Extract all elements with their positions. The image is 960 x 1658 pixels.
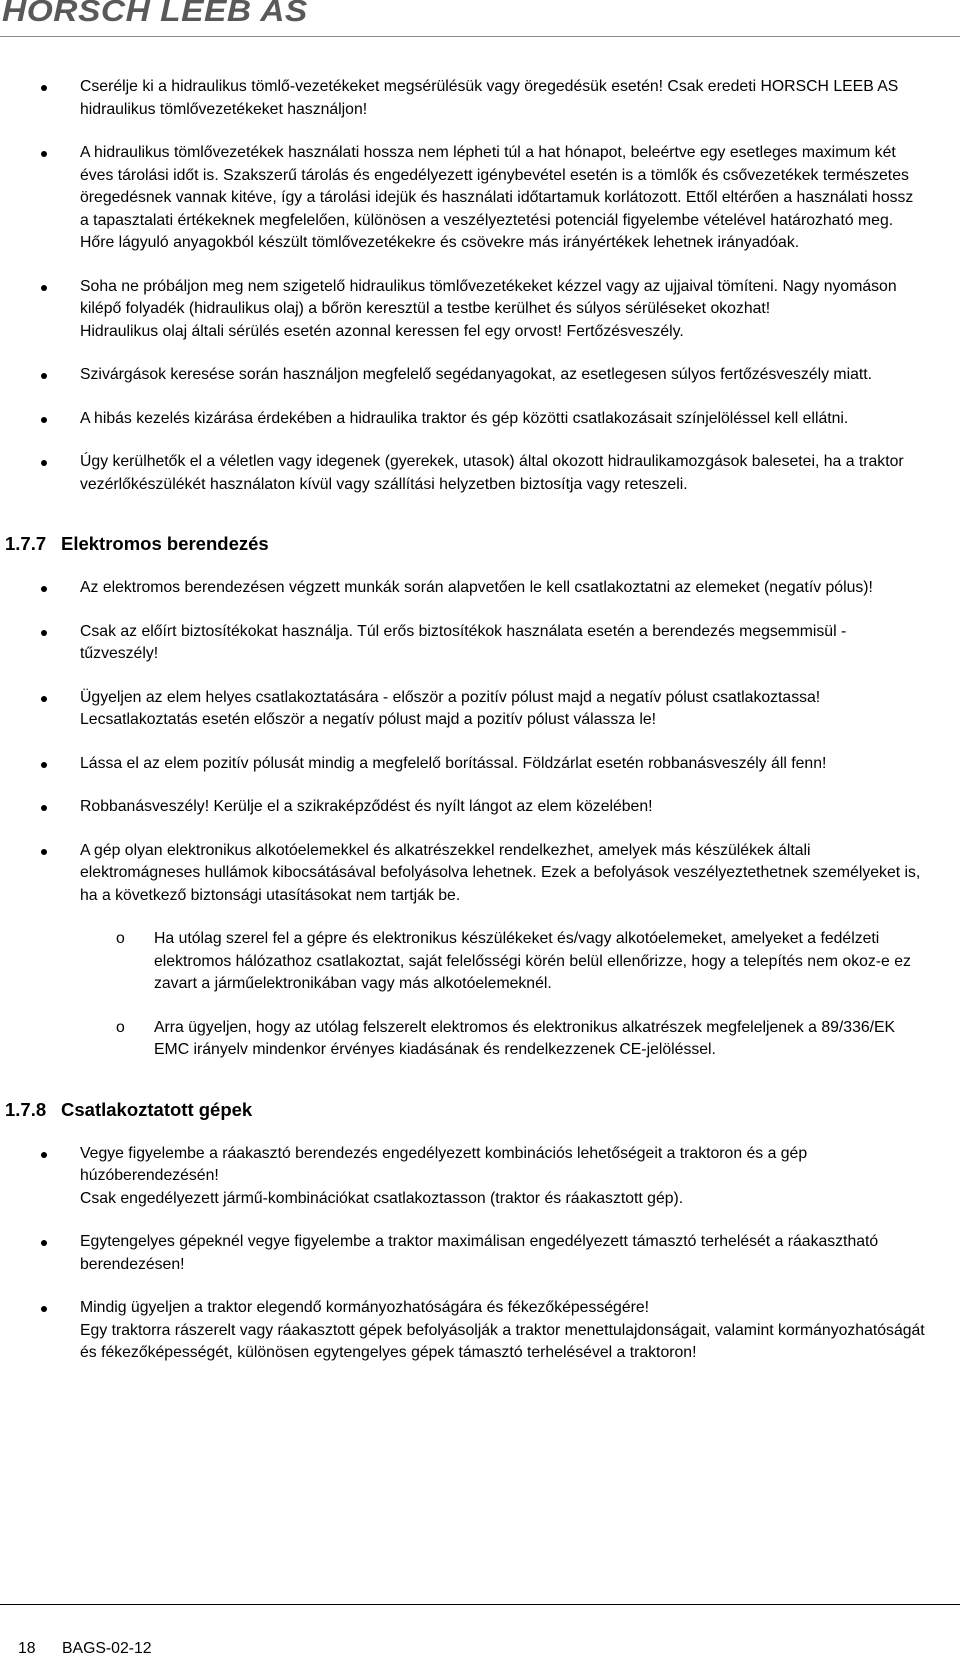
paragraph: Hidraulikus olaj általi sérülés esetén azonnal keressen fel egy orvost! Fertőzésveszély. [80, 322, 684, 340]
list-item [0, 687, 960, 732]
list-item [0, 1143, 960, 1211]
list-item [0, 276, 960, 344]
list-item [0, 451, 960, 496]
horsch-leeb-logo: HORSCH LEEB AS [2, 0, 308, 28]
paragraph: Robbanásveszély! Kerülje el a szikraképződést és nyílt lángot az elem közelében! [80, 798, 653, 815]
list-item [0, 1231, 960, 1276]
footer-text [18, 1640, 152, 1658]
section-number: 1.7.8 [5, 1098, 47, 1120]
list-item [0, 621, 960, 666]
paragraph: Úgy kerülhetők el a véletlen vagy idegenek (gyerekek, utasok) által okozott hidraulikamozgások balesetei, ha a traktor vezérlőkészülékét használaton kívül vagy szállítási helyzetben biztosítja vagy reteszeli. [80, 453, 904, 493]
paragraph: Csak az előírt biztosítékokat használja. Túl erős biztosítékok használata esetén a berendezés megsemmisül - tűzveszély! [80, 622, 847, 662]
paragraph: Egy traktorra rászerelt vagy ráakasztott gépek befolyásolják a traktor menettulajdonságait, valamint kormányozhatóságát és fékezőképességét, különösen egytengelyes gépek támasztó terhelésével a traktoron! [80, 1321, 925, 1361]
bullet-icon [41, 849, 47, 855]
list-item [0, 76, 960, 121]
sub-list [80, 928, 926, 1062]
paragraph: Egytengelyes gépeknél vegye figyelembe a traktor maximálisan engedélyezett támasztó terhelését a ráakasztható berendezésen! [80, 1233, 879, 1273]
circle-bullet-icon: o [116, 930, 125, 947]
paragraph: A gép olyan elektronikus alkotóelemekkel és alkatrészekkel rendelkezhet, amelyek más készülékek általi elektromágneses hullámok kibocsátásával befolyásolva lehetnek. Ezek a befolyások veszélyeztethetnek személyeket is, ha a következő biztonsági utasításokat nem tartják be. [80, 841, 921, 904]
bullet-icon [41, 85, 47, 91]
bullet-icon [41, 762, 47, 768]
list-item [0, 364, 960, 387]
bullet-list [0, 577, 960, 1062]
section-heading [0, 1098, 960, 1122]
list-item [0, 408, 960, 431]
bullet-icon [41, 805, 47, 811]
section-title: Csatlakoztatott gépek [61, 1098, 253, 1120]
paragraph: Cserélje ki a hidraulikus tömlő-vezetékeket megsérülésük vagy öregedésük esetén! Csak eredeti HORSCH LEEB AS hidraulikus tömlővezetékeket használjon! [80, 78, 899, 118]
bullet-list [0, 1143, 960, 1365]
section-title: Elektromos berendezés [61, 533, 269, 554]
paragraph: Soha ne próbáljon meg nem szigetelő hidraulikus tömlővezetékeket kézzel vagy az ujjaival tömíteni. Nagy nyomáson kilépő folyadék (hidraulikus olaj) a bőrön keresztül a testbe kerülhet és súlyos sérüléseket okozhat! [80, 277, 897, 317]
page-number: 18 [18, 1640, 36, 1657]
bullet-icon [41, 1152, 47, 1158]
bullet-icon [41, 285, 47, 291]
document-code: BAGS-02-12 [62, 1640, 152, 1657]
paragraph: Vegye figyelembe a ráakasztó berendezés engedélyezett kombinációs lehetőségeit a traktoron és a gép húzóberendezésén! [80, 1144, 808, 1184]
bullet-icon [41, 1240, 47, 1246]
paragraph: Szivárgások keresése során használjon megfelelő segédanyagokat, az esetlegesen súlyos fertőzésveszély miatt. [80, 366, 873, 383]
list-item [0, 840, 960, 1062]
section-number: 1.7.7 [5, 533, 47, 554]
sub-list-item [80, 1017, 926, 1062]
paragraph: Lássa el az elem pozitív pólusát mindig a megfelelő borítással. Földzárlat esetén robbanásveszély áll fenn! [80, 754, 827, 772]
paragraph: A hidraulikus tömlővezetékek használati hossza nem lépheti túl a hat hónapot, beleértve egy esetleges maximum két éves tárolási időt is. Szakszerű tárolás és engedélyezett igénybevétel esetén is a tömlők és csővezetékek természetes öregedésnek vannak kitéve, így a tárolási idejük és használati időtartamuk korlátozott. Ettől eltérően a használati hossz a tapasztalati értékeknek megfelelően, különösen a veszélyeztetési potenciál figyelembe vételével határozható meg. Hőre lágyuló anyagokból készült tömlővezetékekre és csövekre más irányértékek lehetnek irányadóak. [80, 144, 914, 251]
bullet-list [0, 76, 960, 496]
bullet-icon [41, 1306, 47, 1312]
page-header [0, 0, 960, 34]
list-item [0, 796, 960, 819]
document-body [0, 76, 960, 1386]
paragraph: Mindig ügyeljen a traktor elegendő kormányozhatóságára és fékezőképességére! [80, 1299, 650, 1316]
sub-list-item [80, 928, 926, 996]
paragraph: Ügyeljen az elem helyes csatlakoztatására - először a pozitív pólust majd a negatív pólust csatlakoztassa! Lecsatlakoztatás esetén először a negatív pólust majd a pozitív pólust válassza le! [80, 688, 821, 728]
bullet-icon [41, 630, 47, 636]
paragraph: A hibás kezelés kizárása érdekében a hidraulika traktor és gép közötti csatlakozásait színjelöléssel kell ellátni. [80, 409, 849, 427]
bullet-icon [41, 373, 47, 379]
paragraph: Az elektromos berendezésen végzett munkák során alapvetően le kell csatlakoztatni az elemeket (negatív pólus)! [80, 579, 873, 596]
paragraph: Arra ügyeljen, hogy az utólag felszerelt elektromos és elektronikus alkatrészek megfeleljenek a 89/336/EK EMC irányelv mindenkor érvényes kiadásának és rendelkezzenek CE-jelöléssel. [154, 1018, 896, 1058]
list-item [0, 142, 960, 255]
paragraph: Csak engedélyezett jármű-kombinációkat csatlakoztasson (traktor és ráakasztott gép). [80, 1189, 684, 1207]
bullet-icon [41, 586, 47, 592]
list-item [0, 577, 960, 600]
list-item [0, 753, 960, 776]
section-heading [0, 532, 960, 556]
bullet-icon [41, 696, 47, 702]
paragraph: Ha utólag szerel fel a gépre és elektronikus készülékeket és/vagy alkotóelemeket, amelyeket a fedélzeti elektromos hálózathoz csatlakoztat, saját felelősségi körén belül ellenőrizze, hogy a telepítés nem okoz-e ez zavart a járműelektronikában vagy más alkotóelemeknél. [154, 930, 911, 992]
header-divider [0, 36, 960, 37]
bullet-icon [41, 417, 47, 423]
circle-bullet-icon: o [116, 1018, 125, 1036]
bullet-icon [41, 460, 47, 466]
bullet-icon [41, 151, 47, 157]
list-item [0, 1297, 960, 1365]
footer-divider [0, 1604, 960, 1605]
